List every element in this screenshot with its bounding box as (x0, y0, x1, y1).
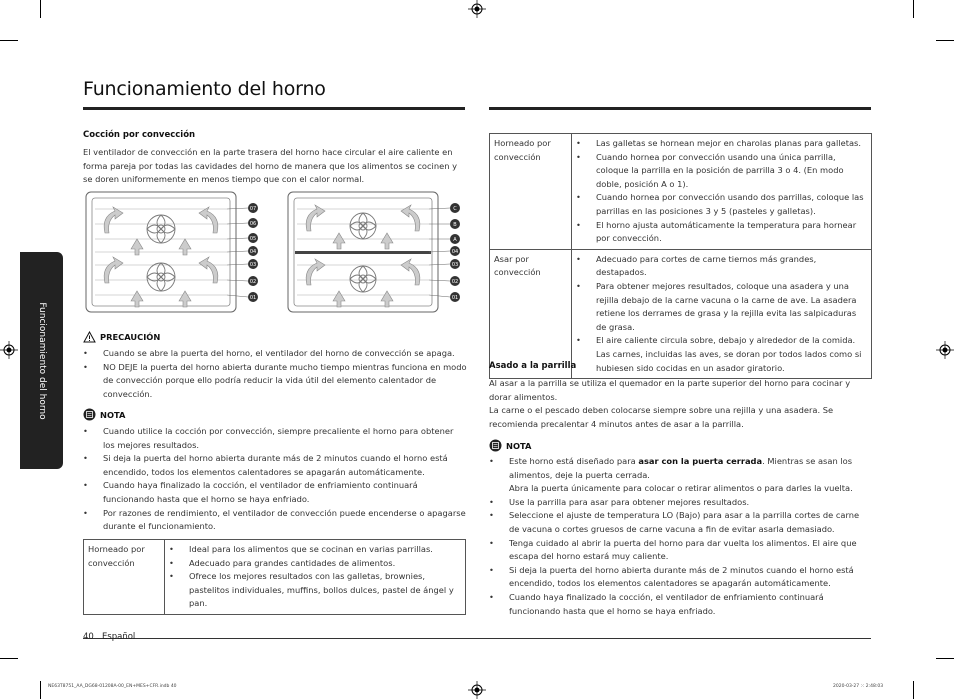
table-cell-label: Horneado por convección (490, 134, 572, 250)
list-item: • Use la parrilla para asar para obtener mejores resultados. (489, 496, 872, 510)
table-row (490, 249, 872, 378)
oven-diagram-dual (287, 191, 465, 315)
table-row (490, 134, 872, 250)
list-item: • Cuando haya finalizado la cocción, el ventilador de enfriamiento continuará funcionando hasta que el horno se haya enfriado. (83, 479, 467, 506)
registration-mark-icon (936, 341, 954, 359)
note-text: Abra la puerta únicamente para colocar o retirar alimentos o para darles la vuelta. (509, 483, 853, 494)
registration-mark-icon (0, 341, 18, 359)
rack-label: 02 (249, 279, 257, 285)
list-item: • El horno ajusta automáticamente la temperatura para hornear por convección. (576, 219, 867, 246)
list-item: • Tenga cuidado al abrir la puerta del horno para dar vuelta los alimentos. El aire que escapa del horno estará muy caliente. (489, 537, 872, 564)
convection-table (489, 133, 872, 379)
table-cell-label: Asar por convección (490, 249, 572, 378)
rack-label: 01 (249, 295, 257, 301)
list-item: • Si deja la puerta del horno abierta durante más de 2 minutos cuando el horno está encendido, todos los elementos calentadores se apagarán automáticamente. (83, 452, 467, 479)
crop-mark (0, 40, 18, 41)
rack-label: B (453, 222, 457, 228)
list-item (489, 455, 872, 496)
list-item: • Por razones de rendimiento, el ventilador de convección puede encenderse o apagarse durante el funcionamiento. (83, 507, 467, 534)
list-item: • Si deja la puerta del horno abierta durante más de 2 minutos cuando el horno está encendido, todos los elementos calentadores se apagarán automáticamente. (489, 564, 872, 591)
list-item: • Seleccione el ajuste de temperatura LO (Bajo) para asar a la parrilla cortes de carne de vacuna o cortes gruesos de carne vacuna a fin de evitar asarla demasiado. (489, 509, 872, 536)
table-cell-items (165, 540, 466, 615)
crop-mark (913, 681, 914, 699)
convection-baking-table (83, 539, 466, 615)
rack-label: 03 (249, 262, 257, 268)
list-item: • Cuando hornea por convección usando una única parrilla, coloque la parrilla en la posición de parrilla 3 o 4. (En modo doble, posición A o 1). (576, 151, 867, 192)
note-emphasis: asar con la puerta cerrada (638, 456, 763, 466)
rack-label: 07 (249, 206, 257, 212)
page-footer (83, 632, 135, 642)
registration-mark-icon (468, 681, 486, 699)
convection-intro: El ventilador de convección en la parte trasera del horno hace circular el aire caliente en forma pareja por todas las cavidades del horno de manera que los alimentos se cocinen y se doren uniformemente en menos tiempo que con el calor normal. (83, 147, 458, 185)
crop-mark (40, 681, 41, 699)
rack-label: C (453, 206, 457, 212)
rack-label: 04 (249, 249, 257, 255)
list-item: • Cuando hornea por convección usando dos parrillas, coloque las parrillas en las posiciones 3 y 5 (pasteles y galletas). (576, 191, 867, 218)
note-icon (83, 408, 96, 421)
broil-paragraph-2: La carne o el pescado deben colocarse siempre sobre una rejilla y una asadera. Se recomienda precalentar 4 minutos antes de asar a la parrilla. (489, 405, 834, 429)
rack-label: 03 (451, 262, 459, 268)
list-item: • Las galletas se hornean mejor en charolas planas para galletas. (576, 137, 867, 151)
rack-label: 04 (451, 249, 459, 255)
title-rule-left (83, 107, 465, 110)
page-number: 40 (83, 632, 94, 642)
caution-label: PRECAUCIÓN (100, 332, 161, 342)
side-tab (20, 252, 63, 469)
table-cell-items (572, 249, 872, 378)
crop-mark (0, 658, 18, 659)
caution-list (83, 347, 467, 401)
warning-icon (83, 331, 96, 343)
note-text: Este horno está diseñado para (509, 456, 639, 466)
broil-paragraph-1: Al asar a la parrilla se utiliza el quemador en la parte superior del horno para cocinar y dorar alimentos. (489, 378, 851, 402)
note-icon (489, 439, 502, 452)
list-item: • Para obtener mejores resultados, coloque una asadera y una rejilla debajo de la carne vacuna o la carne de ave. La asadera retiene los derrames de grasa y la rejilla evita las salpicaduras de grasa. (576, 280, 867, 334)
crop-mark (936, 658, 954, 659)
list-item: • El aire caliente circula sobre, debajo y alrededor de la comida. Las carnes, incluidas las aves, se doran por todos lados como si hubiesen sido cocidas en un asador giratorio. (576, 334, 867, 375)
crop-mark (936, 40, 954, 41)
note-list-right (489, 455, 872, 618)
crop-mark (40, 0, 41, 18)
side-tab-label: Funcionamiento del horno (36, 301, 47, 420)
print-slug-left: NE63T8751_AA_DG68-01208A-00_EN+MES+CFR.indb 40 (48, 684, 177, 689)
list-item: • Ideal para los alimentos que se cocinan en varias parrillas. (169, 543, 461, 557)
rack-label: 06 (249, 221, 257, 227)
crop-mark (913, 0, 914, 18)
rack-label: 05 (249, 236, 257, 242)
footer-rule (83, 638, 871, 639)
section-heading-broil: Asado a la parrilla (489, 361, 577, 371)
list-item: • Cuando utilice la cocción por convección, siempre precaliente el horno para obtener los mejores resultados. (83, 425, 467, 452)
list-item: • NO DEJE la puerta del horno abierta durante mucho tiempo mientras funciona en modo de convección porque ello podría reducir la vida útil del elemento calentador de convección. (83, 361, 467, 402)
list-item: • Cuando se abre la puerta del horno, el ventilador del horno de convección se apaga. (83, 347, 467, 361)
rack-label: A (453, 237, 457, 243)
list-item: • Adecuado para cortes de carne tiernos más grandes, destapados. (576, 253, 867, 280)
list-item: • Cuando haya finalizado la cocción, el ventilador de enfriamiento continuará funcionando hasta que el horno se haya enfriado. (489, 591, 872, 618)
note-header-right (489, 439, 531, 452)
title-rule-right (489, 107, 871, 110)
print-slug-right: 2020-03-27 ⁙ 2:48:03 (833, 684, 884, 689)
note-label: NOTA (506, 440, 532, 451)
note-text: . Mientras se asan los alimentos, deje la puerta cerrada. (509, 456, 853, 480)
list-item: • Adecuado para grandes cantidades de alimentos. (169, 557, 461, 571)
page-language: Español (101, 632, 136, 642)
rack-label: 01 (451, 295, 459, 301)
section-heading-convection: Cocción por convección (83, 130, 196, 140)
rack-label: 02 (451, 279, 459, 285)
note-list-left (83, 425, 467, 534)
table-cell-items (572, 134, 872, 250)
oven-diagram-standard (85, 191, 261, 315)
registration-mark-icon (468, 0, 486, 18)
list-item: • Ofrece los mejores resultados con las galletas, brownies, pastelitos individuales, muffins, bollos dulces, pastel de ángel y pan. (169, 570, 461, 611)
table-row (84, 540, 466, 615)
note-header-left (83, 408, 125, 421)
table-cell-label: Horneado por convección (84, 540, 165, 615)
caution-header (83, 331, 160, 343)
page-title: Funcionamiento del horno (83, 78, 326, 100)
note-label: NOTA (100, 409, 126, 420)
